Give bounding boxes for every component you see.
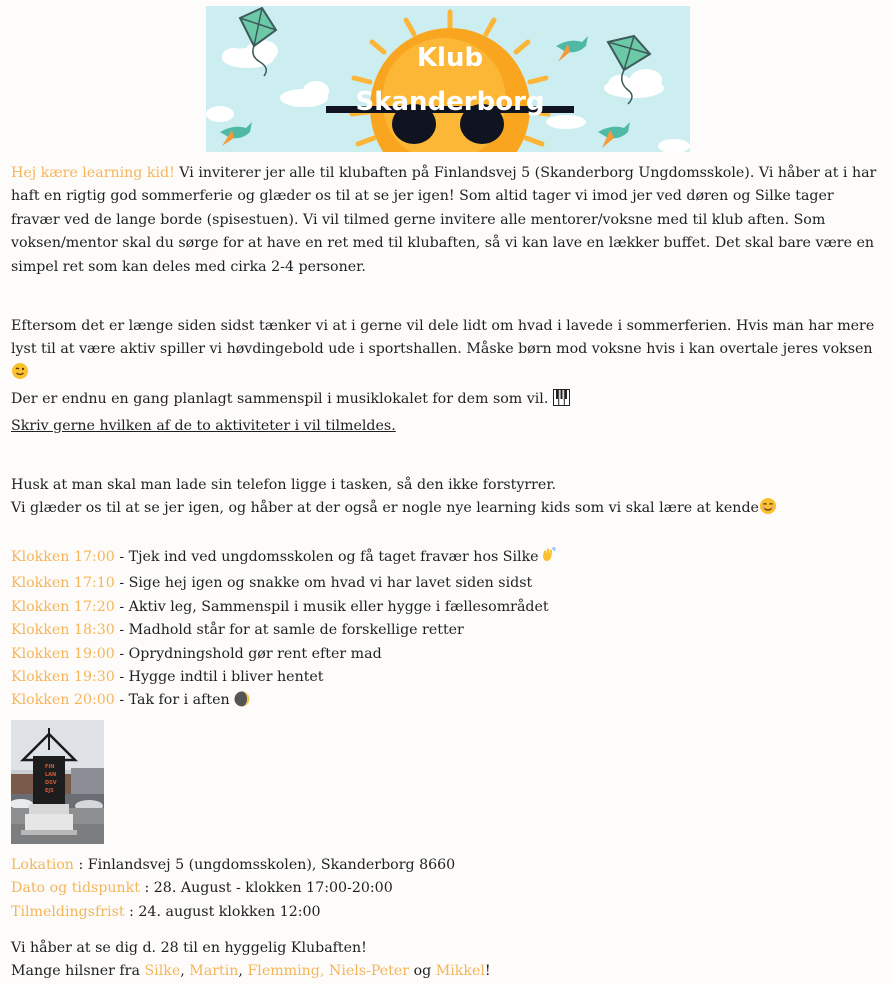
schedule-text: - Tjek ind ved ungdomsskolen og få taget fravær hos Silke (114, 548, 539, 565)
phone-reminder: Husk at man skal man lade sin telefon ligge i tasken, så den ikke forstyrrer. (11, 477, 557, 494)
schedule-time: Klokken 17:00 (11, 548, 115, 565)
location-row (11, 854, 886, 877)
winking-face-icon (11, 362, 29, 388)
welcome-text: Vi glæder os til at se jer igen, og håber at der også er nogle nye learning kids som vi skal lære at kende (11, 500, 759, 517)
svg-text:DSV: DSV (45, 779, 57, 786)
schedule-item (11, 619, 886, 642)
schedule-list (11, 546, 886, 716)
schedule-time: Klokken 20:00 (11, 692, 115, 709)
schedule-item (11, 643, 886, 666)
schedule-item (11, 572, 886, 595)
message-body (0, 162, 892, 984)
organizer-name: Flemming, Niels-Peter (247, 963, 410, 980)
date-label: Dato og tidspunkt (11, 880, 140, 897)
deadline-row (11, 901, 886, 924)
schedule-item (11, 596, 886, 619)
schedule-time: Klokken 17:20 (11, 598, 115, 615)
location-label: Lokation (11, 856, 74, 873)
organizer-name: Silke (144, 963, 181, 980)
closing-section (11, 937, 886, 984)
klub-skanderborg-logo (206, 6, 690, 152)
schedule-text: - Aktiv leg, Sammenspil i musik eller hygge i fællesområdet (114, 598, 549, 615)
activities-section (11, 315, 886, 438)
signature-prefix: Mange hilsner fra (11, 963, 145, 980)
banner-title-line1: Klub (416, 43, 484, 73)
svg-text:FIN: FIN (45, 763, 55, 770)
schedule-item (11, 666, 886, 689)
schedule-item (11, 546, 886, 572)
intro-paragraph (11, 162, 886, 279)
reminder-section (11, 474, 886, 524)
schedule-text: - Oprydningshold gør rent efter mad (114, 645, 382, 662)
schedule-time: Klokken 17:10 (11, 575, 115, 592)
separator: , (238, 963, 248, 980)
deadline-value: : 24. august klokken 12:00 (124, 903, 321, 920)
waving-hand-icon (539, 546, 557, 572)
schedule-item (11, 689, 886, 715)
header-banner (206, 6, 690, 152)
svg-text:EJ5: EJ5 (45, 787, 54, 794)
organizer-name: Mikkel (435, 963, 485, 980)
location-value: : Finlandsvej 5 (ungdomsskolen), Skanderborg 8660 (73, 856, 456, 873)
schedule-time: Klokken 19:30 (11, 668, 115, 685)
music-text: Der er endnu en gang planlagt sammenspil i musiklokalet for dem som vil. (11, 391, 553, 408)
exclamation: ! (484, 963, 491, 980)
venue-photo (11, 720, 104, 844)
activities-text: Eftersom det er længe siden sidst tænker vi at i gerne vil dele lidt om hvad i lavede i sommerferien. Hvis man har mere lyst til at være aktiv spiller vi høvdingebold ude i sportshallen. Måske børn mod voksne hvis i kan overtale jeres voksen (11, 318, 875, 358)
schedule-time: Klokken 19:00 (11, 645, 115, 662)
svg-text:LAN: LAN (45, 771, 57, 778)
piano-keys-icon (553, 389, 570, 414)
schedule-text: - Madhold står for at samle de forskellige retter (114, 622, 464, 639)
event-info (11, 854, 886, 924)
schedule-text: - Tak for i aften (114, 692, 235, 709)
separator: , (180, 963, 190, 980)
deadline-label: Tilmeldingsfrist (11, 903, 125, 920)
greeting: Hej kære learning kid! (11, 165, 175, 181)
schedule-text: - Sige hej igen og snakke om hvad vi har lavet siden sidst (114, 575, 533, 592)
smiling-face-icon (759, 497, 777, 523)
schedule-time: Klokken 18:30 (11, 622, 115, 639)
banner-title-line2: Skanderborg (355, 87, 545, 117)
signature-line (11, 960, 886, 983)
moon-icon (234, 691, 250, 715)
date-value: : 28. August - klokken 17:00-20:00 (139, 880, 393, 897)
closing-line: Vi håber at se dig d. 28 til en hyggelig Klubaften! (11, 939, 367, 956)
organizer-name: Martin (189, 963, 239, 980)
intro-text: Vi inviterer jer alle til klubaften på Finlandsvej 5 (Skanderborg Ungdomsskole). Vi håber at i har haft en rigtig god sommerferie og glæder os til at se jer igen! Som altid tager vi imod jer ved døren og Silke tager fravær ved de lange borde (spisestuen). Vi vil tilmed gerne invitere alle mentorer/voksne med til klub aften. Som voksen/mentor skal du sørge for at have en ret med til klubaften, så vi kan lave en lækker buffet. Det skal bare være en simpel ret som kan deles med cirka 2-4 personer. (11, 165, 877, 275)
schedule-text: - Hygge indtil i bliver hentet (114, 668, 324, 685)
separator: og (409, 963, 436, 980)
date-row (11, 877, 886, 900)
signup-instruction: Skriv gerne hvilken af de to aktiviteter i vil tilmeldes. (11, 417, 396, 434)
